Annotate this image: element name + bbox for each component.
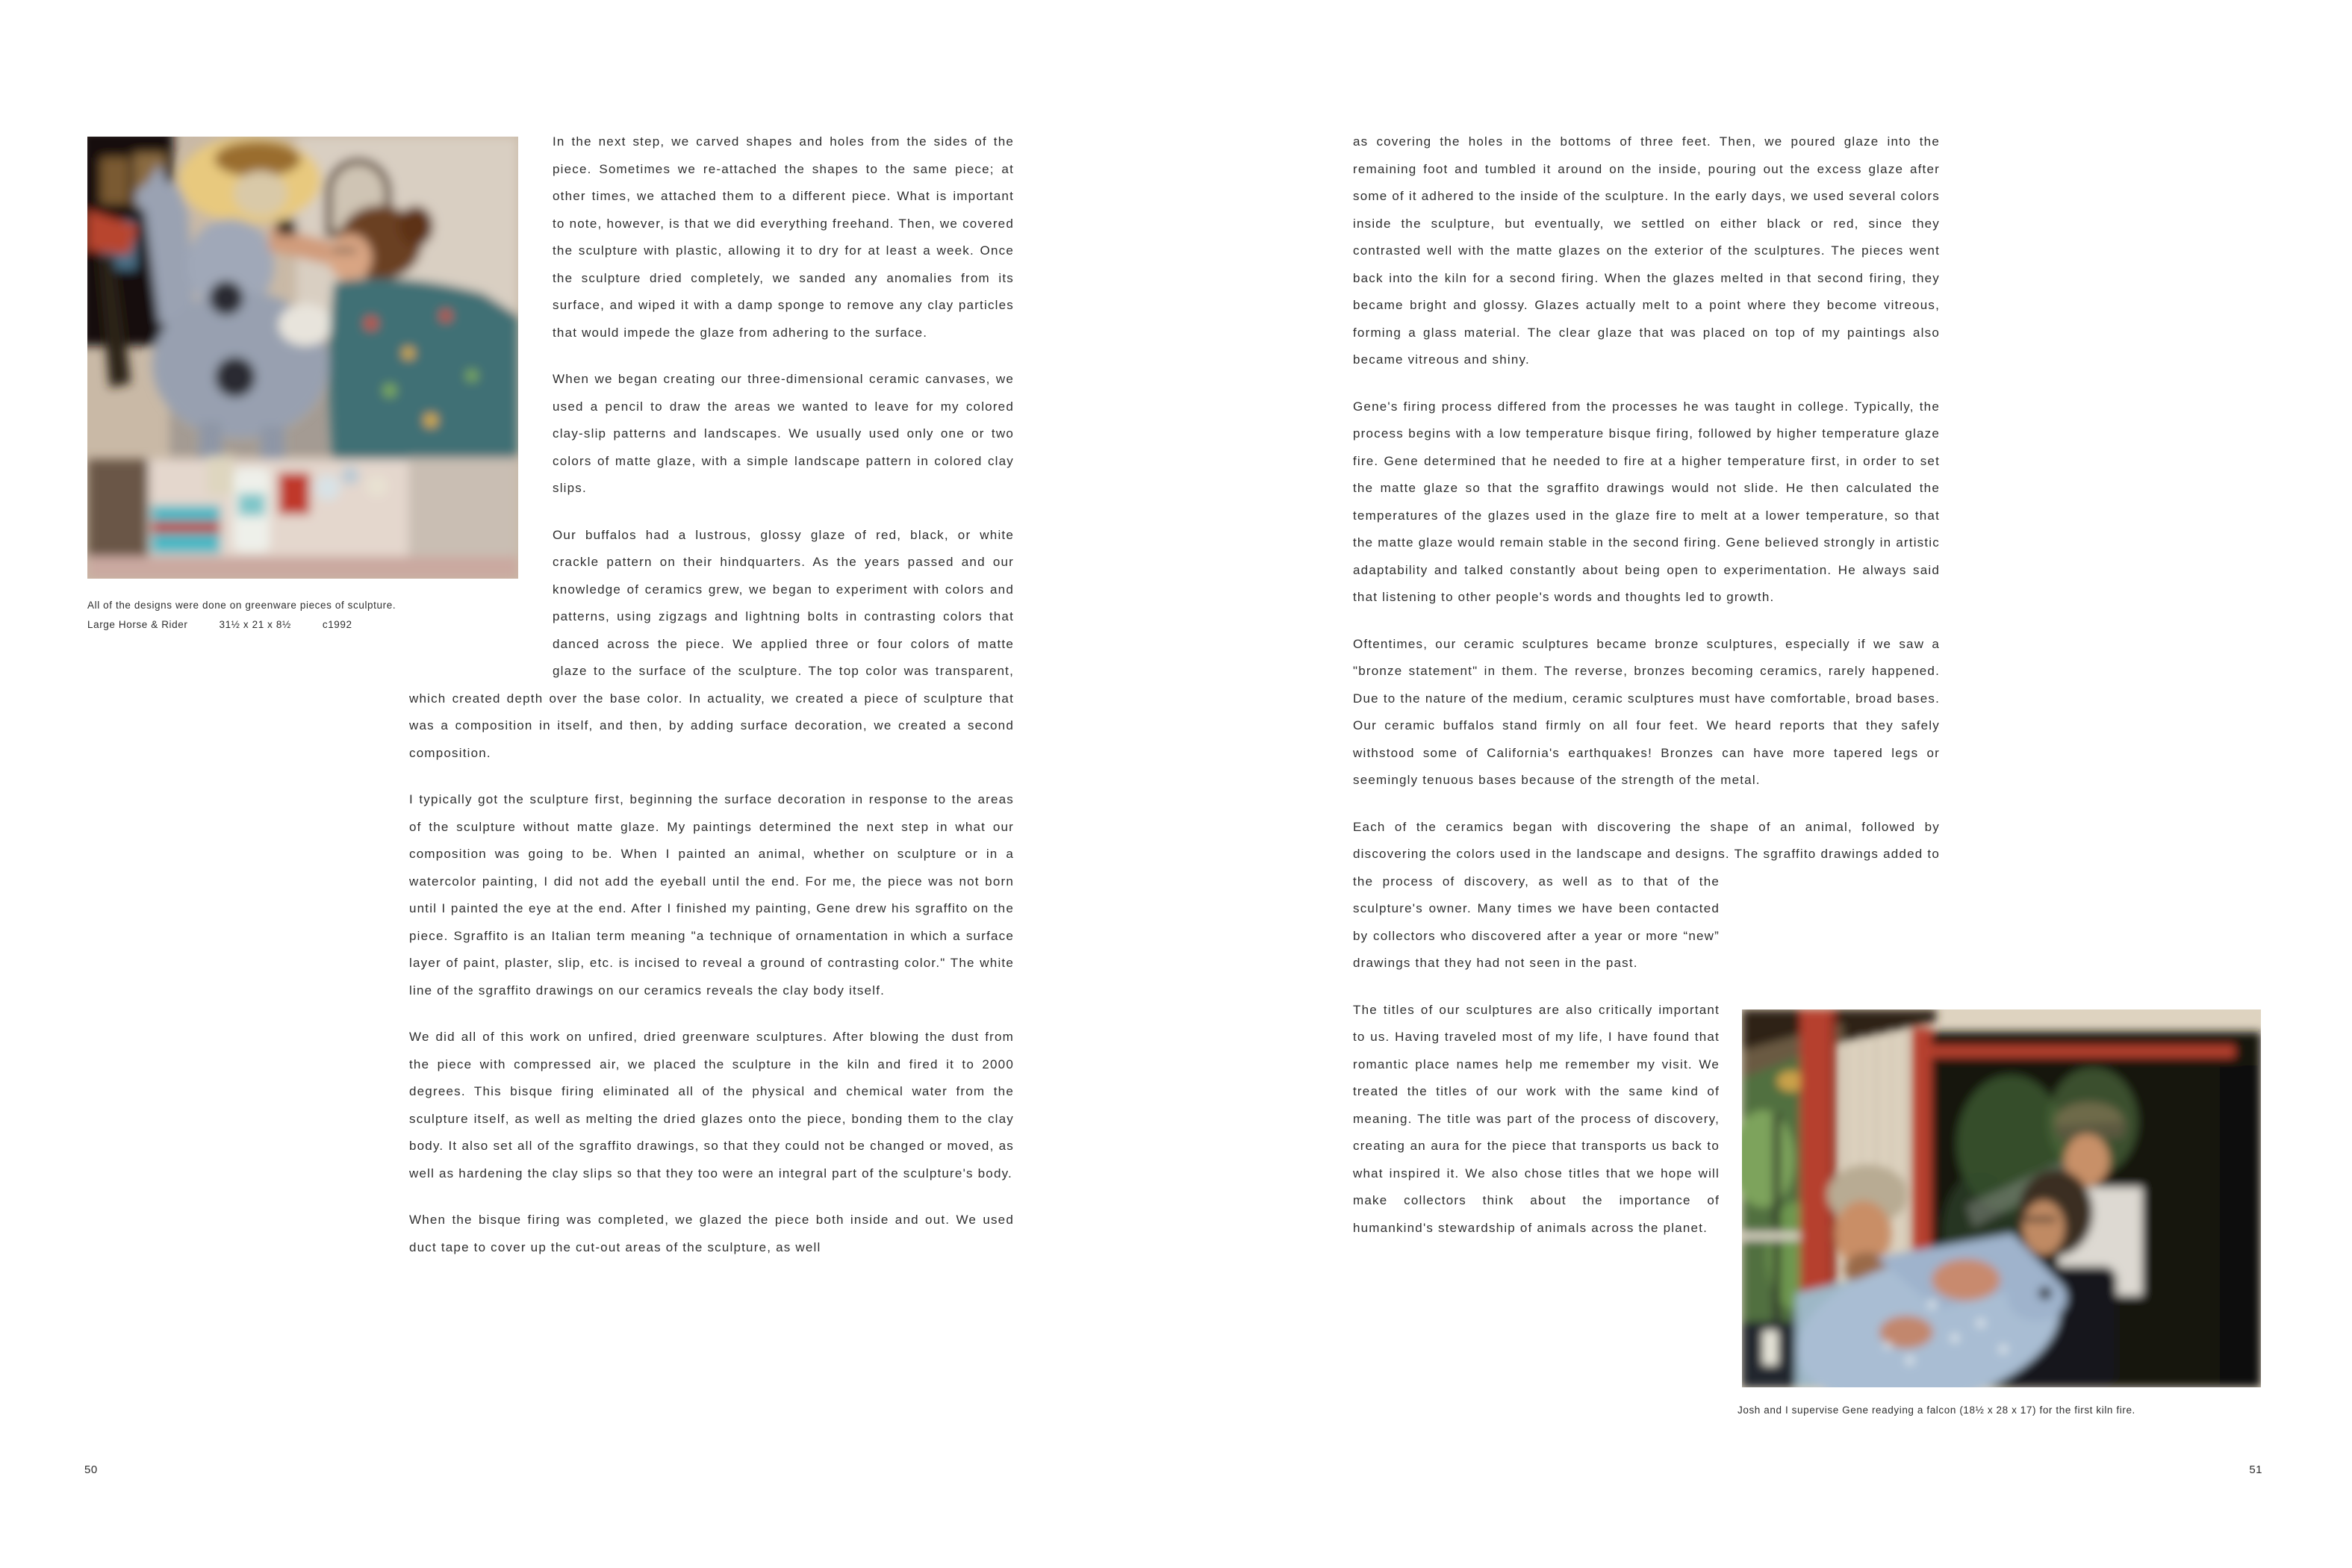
photo-wrap-spacer	[409, 128, 553, 663]
paragraph-text: In the next step, we carved shapes and holes from the sides of the piece. Sometimes we re-attached the shapes to the same piece; at other times, we attached them to a different piece. What is important to note, however, is that we did everything freehand. Then, we covered the sculpture with plastic, allowing it to dry for at least a week. Once the sculpture dried completely, we sanded any anomalies from its surface, and wiped it with a damp sponge to remove any clay particles that would impede the glaze from adhering to the surface.	[553, 134, 1014, 340]
kiln-photo-illustration	[1742, 1009, 2261, 1387]
paragraph-text: I typically got the sculpture first, beginning the surface decoration in response to the areas of the sculpture without matte glaze. My paintings determined the next step in what our composition was going to be. When I painted an animal, whether on sculpture or in a watercolor painting, I did not add the eyeball until the end. For me, the piece was not born until I painted the eye at the end. After I finished my painting, Gene drew his sgraffito on the piece. Sgraffito is an Italian term meaning "a technique of ornamentation in which a surface layer of paint, plaster, slip, etc. is incised to reveal a ground of contrasting color." The white line of the sgraffito drawings on our ceramics reveals the clay body itself.	[409, 792, 1014, 998]
caption-line-1: All of the designs were done on greenware pieces of sculpture.	[87, 600, 396, 611]
paragraph	[1353, 631, 1940, 794]
page-number-right: 51	[2249, 1463, 2262, 1476]
paragraph-text: as covering the holes in the bottoms of three feet. Then, we poured glaze into the remaining foot and tumbled it around on the inside, pouring out the excess glaze after some of it adhered to the inside of the sculpture. In the early days, we used several colors inside the sculpture, but eventually, we settled on either black or red, since they contrasted well with the matte glazes on the exterior of the sculptures. The pieces went back into the kiln for a second firing. When the glazes melted in that second firing, they became bright and glossy. Glazes actually melt to a point where they become vitreous, forming a glass material. The clear glaze that was placed on top of my paintings also became vitreous and shiny.	[1353, 134, 1940, 367]
page-number-left: 50	[84, 1463, 98, 1476]
paragraph	[409, 1207, 1014, 1261]
paragraph	[1353, 128, 1940, 374]
paragraph	[409, 786, 1014, 1004]
paragraph-text: Our buffalos had a lustrous, glossy glaze of red, black, or white crackle pattern on their hindquarters. As the years passed and our knowledge of ceramics grew, we began to experiment with colors and patterns, using zigzags and lightning bolts in contrasting colors that danced across the piece. We applied three or four colors of matte glaze to the surface of the sculpture. The top color was transparent, which created depth over the base color. In actuality, we created a piece of sculpture that was a composition in itself, and then, by adding surface decoration, we created a second composition.	[409, 527, 1014, 760]
paragraph-text: When we began creating our three-dimensional ceramic canvases, we used a pencil to draw the areas we wanted to leave for my colored clay-slip patterns and landscapes. We usually used only one or two colors of matte glaze, with a simple landscape pattern in colored clay slips.	[553, 372, 1014, 495]
left-page-text	[409, 128, 1014, 1281]
paragraph-text: We did all of this work on unfired, dried greenware sculptures. After blowing the dust from the piece with compressed air, we placed the sculpture in the kiln and fired it to 2000 degrees. This bisque firing eliminated all of the physical and chemical water from the sculpture itself, as well as melting the dried glazes onto the piece, bonding them to the clay body. It also set all of the sgraffito drawings, so that they could not be changed or moved, as well as hardening the clay slips so that they too were an integral part of the sculpture's body.	[409, 1030, 1014, 1180]
paragraph	[409, 128, 1014, 346]
paragraph	[409, 1024, 1014, 1187]
paragraph-text: The titles of our sculptures are also critically important to us. Having traveled most of my life, I have found that romantic place names help me remember my visit. We treated the titles of our work with the same kind of meaning. The title was part of the process of discovery, creating an aura for the piece that transports us back to what inspired it. We also chose titles that we hope will make collectors think about the importance of humankind's stewardship of animals across the planet.	[1353, 1002, 1720, 1235]
artwork-title: Large Horse & Rider	[87, 619, 188, 630]
paragraph-text: the sculpture's owner. Many times we have been contacted by collectors who discovered after a year or more “new” drawings that they had not seen in the past.	[1353, 874, 1720, 970]
paragraph	[1353, 393, 1940, 612]
paragraph-text: Each of the ceramics began with discovering the shape of an animal, followed by discovering the colors used in the landscape and designs. The sgraffito drawings added to the process of discovery, as well as to that of	[1353, 819, 1940, 889]
paragraph-text: Oftentimes, our ceramic sculptures became bronze sculptures, especially if we saw a "bronze statement" in them. The reverse, bronzes becoming ceramics, rarely happened. Due to the nature of the medium, ceramic sculptures must have comfortable, broad bases. Our ceramic buffalos stand firmly on all four feet. We heard reports that they safely withstood some of California's earthquakes! Bronzes can have more tapered legs or seemingly tenuous bases because of the strength of the metal.	[1353, 636, 1940, 787]
kiln-photo	[1742, 1009, 2261, 1387]
paragraph-text: Gene's firing process differed from the processes he was taught in college. Typically, the process begins with a low temperature bisque firing, followed by higher temperature glaze fire. Gene determined that he needed to fire at a higher temperature first, in order to set the matte glaze so that the sgraffito drawings would not slide. He then calculated the temperatures of the glazes used in the glaze fire to melt at a lower temperature, so that the matte glaze would remain stable in the second firing. Gene believed strongly in artistic adaptability and talked constantly about being open to experimentation. He always said that listening to other people's words and thoughts led to growth.	[1353, 399, 1940, 604]
kiln-photo-caption: Josh and I supervise Gene readying a falcon (18½ x 28 x 17) for the first kiln fire.	[1737, 1404, 2135, 1416]
paragraph	[1353, 814, 1940, 977]
artwork-dimensions: 31½ x 21 x 8½	[219, 619, 291, 630]
paragraph-text: When the bisque firing was completed, we glazed the piece both inside and out. We used duct tape to cover up the cut-out areas of the sculpture, as well	[409, 1213, 1014, 1254]
artwork-year: c1992	[322, 619, 352, 630]
